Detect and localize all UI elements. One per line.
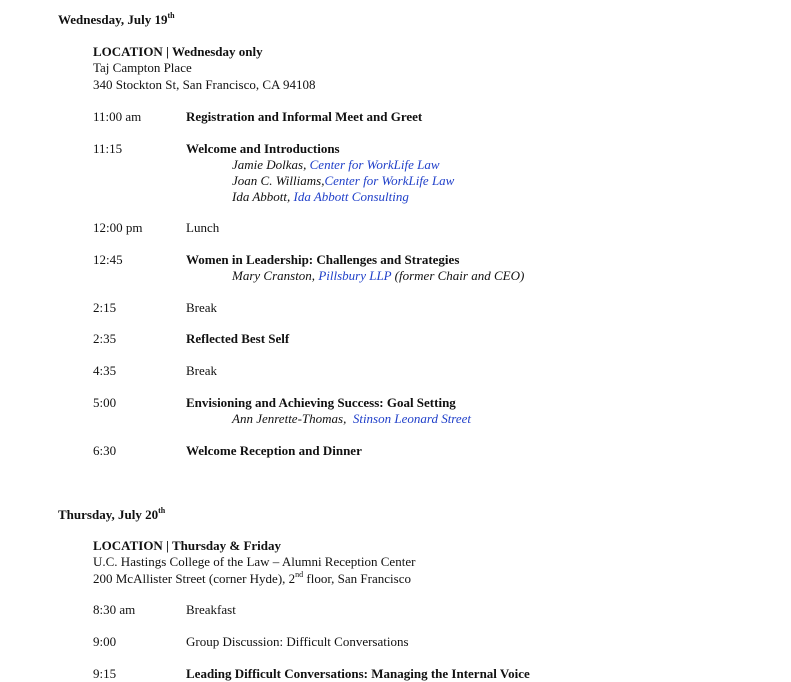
session-time: 9:15 [93, 666, 117, 681]
session-title: Welcome Reception and Dinner [186, 443, 362, 458]
speaker-org-link[interactable]: Pillsbury LLP [318, 268, 392, 283]
speaker-org-link[interactable]: Center for WorkLife Law [324, 173, 455, 188]
session-time: 12:00 pm [93, 220, 143, 235]
session-time: 9:00 [93, 634, 117, 649]
speaker-org-link[interactable]: Stinson Leonard Street [352, 411, 472, 426]
session-time: 6:30 [93, 443, 117, 458]
day-header-suffix: th [158, 505, 166, 515]
session-time: 5:00 [93, 395, 117, 410]
speaker-name: Mary Cranston, [232, 268, 316, 283]
venue-address-text: 200 McAllister Street (corner Hyde), 2 [93, 571, 296, 586]
day-header-thursday [58, 507, 165, 523]
venue-address-tail: floor, San Francisco [303, 571, 411, 586]
day-header-text: Thursday, July 20 [58, 507, 159, 522]
venue-name: Taj Campton Place [93, 60, 192, 75]
session-title: Registration and Informal Meet and Greet [186, 109, 423, 124]
session-title: Breakfast [186, 602, 236, 617]
speaker-name: Ida Abbott, [232, 189, 291, 204]
session-time: 11:15 [93, 141, 123, 156]
venue-address [93, 571, 411, 587]
day-header-text: Wednesday, July 19 [58, 12, 168, 27]
session-title: Women in Leadership: Challenges and Strategies [186, 252, 460, 267]
session-time: 2:35 [93, 331, 117, 346]
session-time: 11:00 am [93, 109, 142, 124]
session-time: 8:30 am [93, 602, 136, 617]
session-time: 12:45 [93, 252, 123, 267]
session-title: Reflected Best Self [186, 331, 290, 346]
session-title: Envisioning and Achieving Success: Goal Setting [186, 395, 456, 410]
session-title: Group Discussion: Difficult Conversations [186, 634, 409, 649]
speaker-line [232, 189, 409, 205]
session-title: Leading Difficult Conversations: Managing the Internal Voice [186, 666, 530, 681]
session-title: Break [186, 363, 218, 378]
speaker-line [232, 157, 440, 173]
location-label: LOCATION | Wednesday only [93, 44, 263, 59]
day-header-wednesday [58, 12, 175, 28]
venue-address: 340 Stockton St, San Francisco, CA 94108 [93, 77, 316, 92]
speaker-line [232, 268, 524, 284]
speaker-name: Joan C. Williams, [232, 173, 325, 188]
speaker-name: Ann Jenrette-Thomas, [232, 411, 347, 426]
speaker-name: Jamie Dolkas, [232, 157, 307, 172]
speaker-line [232, 173, 454, 189]
speaker-org-link[interactable]: Center for WorkLife Law [309, 157, 440, 172]
location-label: LOCATION | Thursday & Friday [93, 538, 282, 553]
session-title: Break [186, 300, 218, 315]
floor-suffix: nd [295, 569, 304, 579]
session-time: 2:15 [93, 300, 117, 315]
speaker-org-link[interactable]: Ida Abbott Consulting [293, 189, 409, 204]
speaker-note: (former Chair and CEO) [394, 268, 525, 283]
session-time: 4:35 [93, 363, 117, 378]
session-title: Welcome and Introductions [186, 141, 340, 156]
speaker-line [232, 411, 471, 427]
venue-name: U.C. Hastings College of the Law – Alumni Reception Center [93, 554, 416, 569]
day-header-suffix: th [167, 10, 175, 20]
session-title: Lunch [186, 220, 220, 235]
